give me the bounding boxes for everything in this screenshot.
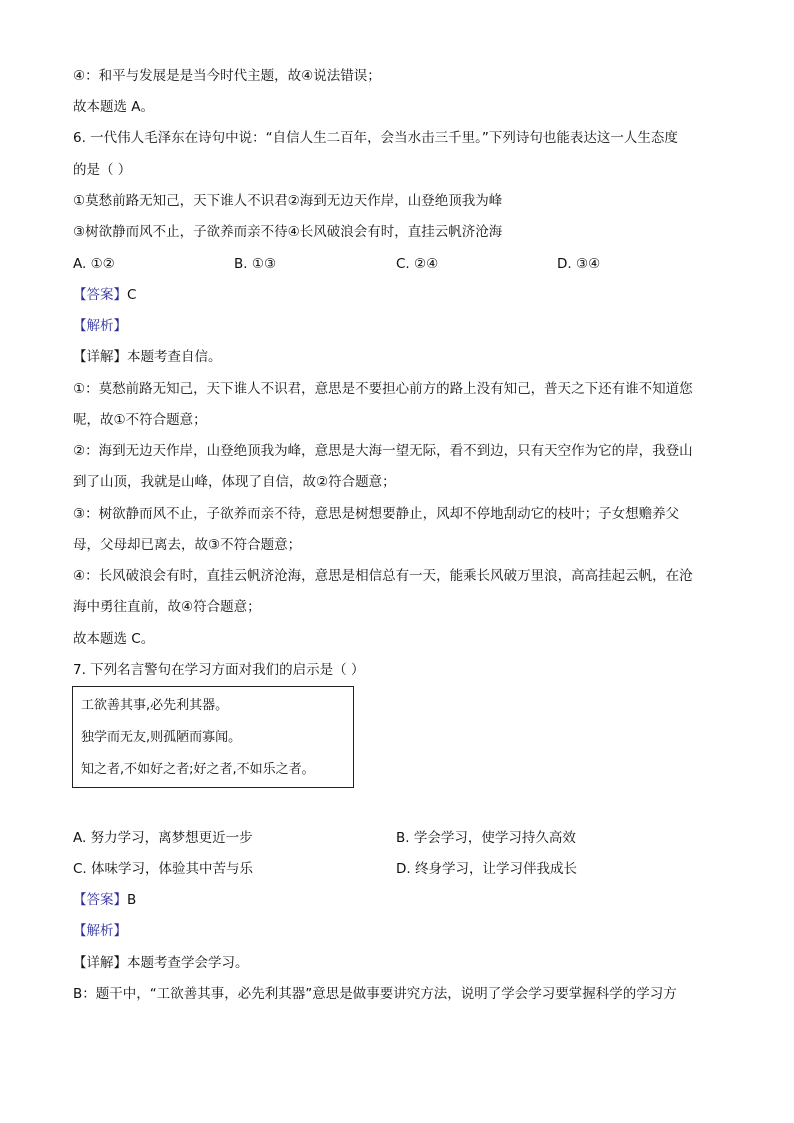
q7-option-d: D. 终身学习，让学习伴我成长 [396,861,577,877]
q7-stem: 7. 下列名言警句在学习方面对我们的启示是（ ） [73,662,365,678]
q7-quote: 独学而无友,则孤陋而寡闻。 [81,730,242,745]
q7-detail [73,954,723,972]
q6-explain-line: ②：海到无边天作岸，山登绝顶我为峰，意思是大海一望无际，看不到边，只有天空作为它的岸，我登山 [73,443,693,459]
q7-analysis-tag [73,922,723,940]
q7-answer-tag: 【答案】 [73,892,127,908]
q7-detail-text: 本题考查学会学习。 [127,955,249,971]
q7-quote: 工欲善其事,必先利其器。 [81,698,229,713]
q6-explain-line: 到了山顶，我就是山峰，体现了自信，故②符合题意； [73,474,396,490]
q6-answer-tag: 【答案】 [73,287,127,303]
q6-answer [73,286,723,304]
prev-item-4: ④：和平与发展是是当今时代主题，故④说法错误； [73,68,381,84]
q6-analysis-tag [73,317,723,335]
q6-option-b: B. ①③ [234,256,277,272]
q6-choices-line-2: ③树欲静而风不止，子欲养而亲不待④长风破浪会有时，直挂云帆济沧海 [73,224,503,240]
q7-option-c: C. 体味学习，体验其中苦与乐 [73,861,254,877]
q6-answer-value: C [127,287,137,303]
q6-stem-line-1: 6. 一代伟人毛泽东在诗句中说：“自信人生二百年，会当水击三千里。”下列诗句也能表达这一人生态度 [73,130,678,146]
q6-choices-line-1: ①莫愁前路无知己，天下谁人不识君②海到无边天作岸，山登绝顶我为峰 [73,193,503,209]
q6-explain-line: 母，父母却已离去，故③不符合题意； [73,537,302,553]
q6-analysis-label: 【解析】 [73,318,127,334]
q7-option-a: A. 努力学习，离梦想更近一步 [73,830,253,846]
q6-detail-tag: 【详解】 [73,349,127,365]
q6-explain-line: ④：长风破浪会有时，直挂云帆济沧海，意思是相信总有一天，能乘长风破万里浪，高高挂起云帆，在沧 [73,568,693,584]
q6-explain-line: 海中勇往直前，故④符合题意； [73,599,261,615]
q6-option-d: D. ③④ [557,256,601,272]
q7-detail-tag: 【详解】 [73,955,127,971]
q6-explain-line: 呢，故①不符合题意； [73,412,207,428]
q7-answer [73,891,723,909]
q6-stem-line-2: 的是（ ） [73,162,132,178]
q7-option-b: B. 学会学习，使学习持久高效 [396,830,576,846]
q6-option-a: A. ①② [73,256,115,272]
q6-detail [73,348,723,366]
q7-quote: 知之者,不如好之者;好之者,不如乐之者。 [81,762,315,777]
q6-explain-line: ③：树欲静而风不止，子欲养而亲不待，意思是树想要静止，风却不停地刮动它的枝叶；子女想赡养父 [73,506,680,522]
q6-detail-text: 本题考查自信。 [127,349,222,365]
q7-answer-value: B [127,892,137,908]
q6-conclusion: 故本题选 C。 [73,631,155,647]
prev-conclusion: 故本题选 A。 [73,99,155,115]
q7-analysis-label: 【解析】 [73,923,127,939]
q6-explain-line: ①：莫愁前路无知己，天下谁人不识君，意思是不要担心前方的路上没有知己，普天之下还有谁不知道您 [73,381,693,397]
q7-quote-box [72,686,354,788]
q7-explain-line: B：题干中，“工欲善其事，必先利其器”意思是做事要讲究方法，说明了学会学习要掌握科学的学习方 [73,986,677,1002]
q6-option-c: C. ②④ [396,256,439,272]
